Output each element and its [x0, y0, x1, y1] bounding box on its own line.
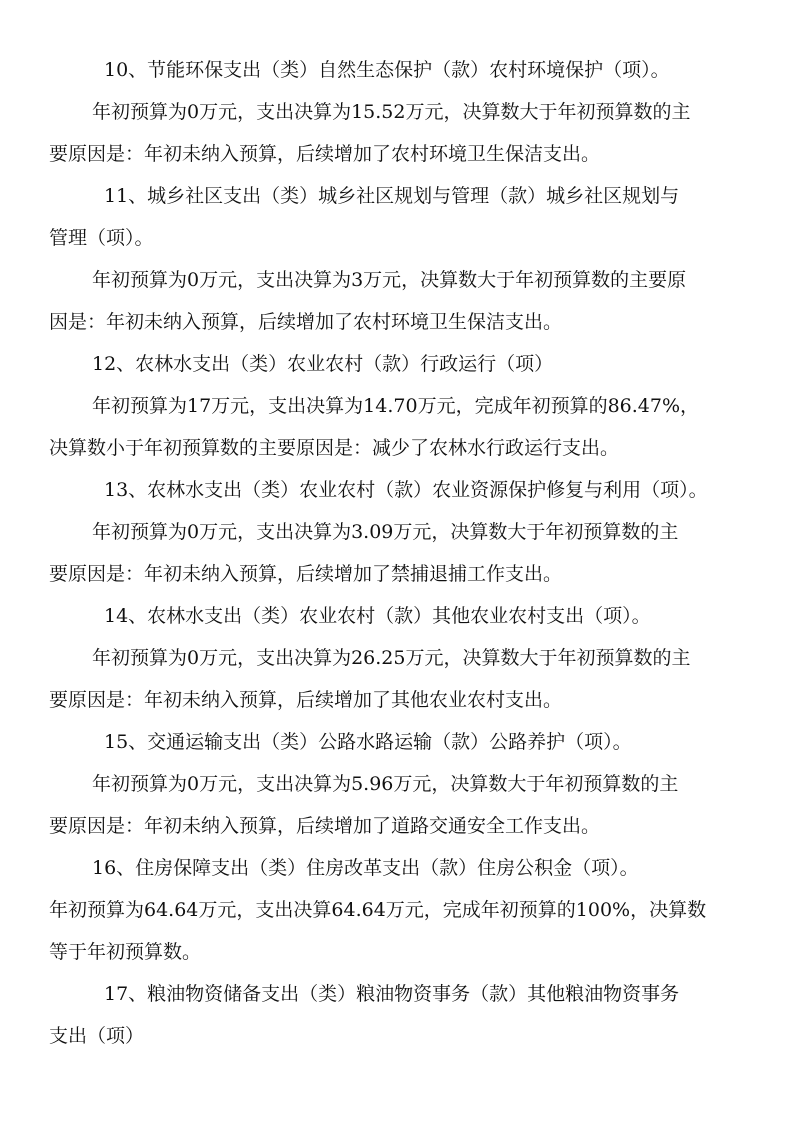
- paragraph-line: 决算数小于年初预算数的主要原因是：减少了农林水行政运行支出。: [49, 437, 620, 459]
- heading-item-13: 13、农林水支出（类）农业农村（款）农业资源保护修复与利用（项）。: [104, 479, 708, 501]
- paragraph-line: 要原因是：年初未纳入预算，后续增加了农村环境卫生保洁支出。: [49, 143, 601, 165]
- paragraph-line: 因是：年初未纳入预算，后续增加了农村环境卫生保洁支出。: [49, 311, 563, 333]
- paragraph-line: 年初预算为17万元，支出决算为14.70万元，完成年初预算的86.47%，: [92, 395, 700, 417]
- heading-line: 支出（项）: [49, 1025, 145, 1047]
- paragraph-line: 要原因是：年初未纳入预算，后续增加了道路交通安全工作支出。: [49, 815, 601, 837]
- heading-item-12: 12、农林水支出（类）农业农村（款）行政运行（项）: [92, 353, 554, 375]
- paragraph-line: 年初预算为0万元，支出决算为26.25万元，决算数大于年初预算数的主: [92, 647, 691, 669]
- paragraph-line: 年初预算为0万元，支出决算为3.09万元，决算数大于年初预算数的主: [92, 521, 679, 543]
- heading-item-17: 17、粮油物资储备支出（类）粮油物资事务（款）其他粮油物资事务: [104, 983, 680, 1005]
- heading-item-14: 14、农林水支出（类）农业农村（款）其他农业农村支出（项）。: [104, 605, 651, 627]
- paragraph-line: 年初预算为64.64万元，支出决算64.64万元，完成年初预算的100%，决算数: [49, 899, 707, 921]
- paragraph-line: 要原因是：年初未纳入预算，后续增加了禁捕退捕工作支出。: [49, 563, 563, 585]
- paragraph-line: 等于年初预算数。: [49, 941, 202, 963]
- heading-item-11: 11、城乡社区支出（类）城乡社区规划与管理（款）城乡社区规划与: [104, 185, 680, 207]
- paragraph-line: 年初预算为0万元，支出决算为3万元，决算数大于年初预算数的主要原: [92, 269, 687, 291]
- heading-item-15: 15、交通运输支出（类）公路水路运输（款）公路养护（项）。: [104, 731, 632, 753]
- heading-line: 管理（项）。: [49, 227, 154, 249]
- heading-item-10: 10、节能环保支出（类）自然生态保护（款）农村环境保护（项）。: [104, 59, 670, 81]
- paragraph-line: 要原因是：年初未纳入预算，后续增加了其他农业农村支出。: [49, 689, 563, 711]
- heading-item-16: 16、住房保障支出（类）住房改革支出（款）住房公积金（项）。: [92, 857, 639, 879]
- paragraph-line: 年初预算为0万元，支出决算为15.52万元，决算数大于年初预算数的主: [92, 101, 691, 123]
- paragraph-line: 年初预算为0万元，支出决算为5.96万元，决算数大于年初预算数的主: [92, 773, 679, 795]
